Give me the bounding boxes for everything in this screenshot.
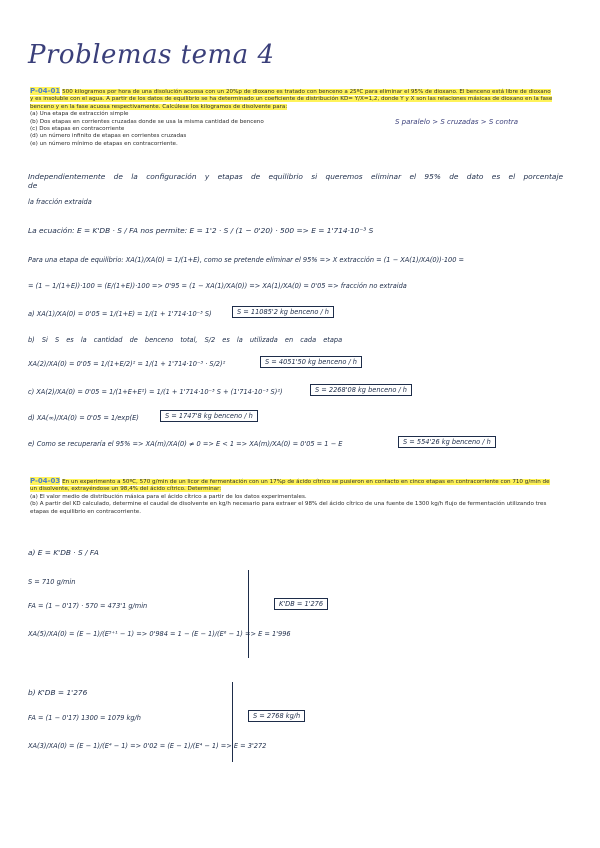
problem-code: P-04-03 xyxy=(30,477,61,485)
note-part-b-intro: b) Si S es la cantidad de benceno total, S/2 es la utilizada en cada etapa xyxy=(28,336,343,344)
note-equation: La ecuación: E = K'DB · S / FA nos permite: E = 1'2 · S / (1 − 0'20) · 500 => E = 1'714·10⁻³ S xyxy=(28,226,374,235)
note-part-b: XA(2)/XA(0) = 0'05 = 1/(1+E/2)² = 1/(1 + 1'714·10⁻³ · S/2)² xyxy=(28,360,226,368)
brace xyxy=(248,570,249,658)
result-box-e: S = 554'26 kg benceno / h xyxy=(398,436,496,448)
problem-item: (e) un número mínimo de etapas en contracorriente. xyxy=(30,140,178,147)
note3-a-solvent: S = 710 g/min xyxy=(28,578,76,586)
note-fraction: = (1 − 1/(1+E))·100 = (E/(1+E))·100 => 0'95 = (1 − XA(1)/XA(0)) => XA(1)/XA(0) = 0'05 => fracción no extraida xyxy=(28,282,407,290)
page-title: Problemas tema 4 xyxy=(28,40,275,70)
brace xyxy=(232,682,233,762)
note-intro: Independientemente de la configuración y etapas de equilibrio si queremos eliminar el 95% de dato es el porcentaje de xyxy=(28,172,564,190)
problem-p04-03 xyxy=(30,478,555,516)
note3-a-eq: a) E = K'DB · S / FA xyxy=(28,548,99,557)
note3-b-kd: b) K'DB = 1'276 xyxy=(28,688,88,697)
result-box-3a: K'DB = 1'276 xyxy=(274,598,328,610)
note-part-d: d) XA(∞)/XA(0) = 0'05 = 1/exp(E) xyxy=(28,414,139,422)
result-box-3b: S = 2768 kg/h xyxy=(248,710,305,722)
note-part-a: a) XA(1)/XA(0) = 0'05 = 1/(1+E) = 1/(1 + 1'714·10⁻³ S) xyxy=(28,310,212,318)
result-box-b: S = 4051'50 kg benceno / h xyxy=(260,356,362,368)
problem-item: (c) Dos etapas en contracorriente xyxy=(30,126,125,133)
problem-item: (d) un número infinito de etapas en corrientes cruzadas xyxy=(30,133,187,140)
problem-item: (a) El valor medio de distribución másica para el ácido cítrico a partir de los datos experimentales. xyxy=(30,493,307,500)
problem-item: (b) A partir del KD calculado, determine el caudal de disolvente en kg/h necesario para extraer el 98% del ácido cítrico de una fuente de 1300 kg/h flujo de fermentación utilizando tres etapas de equilibrio en contracorriente. xyxy=(30,501,547,515)
side-note: S paralelo > S cruzadas > S contra xyxy=(395,118,519,126)
result-box-a: S = 11085'2 kg benceno / h xyxy=(232,306,334,318)
problem-item: (b) Dos etapas en corrientes cruzadas donde se usa la misma cantidad de benceno xyxy=(30,118,264,125)
note3-a-feed: FA = (1 − 0'17) · 570 = 473'1 g/min xyxy=(28,602,148,610)
result-box-d: S = 1747'8 kg benceno / h xyxy=(160,410,258,422)
note-part-e: e) Como se recuperaría el 95% => XA(m)/XA(0) ≠ 0 => E < 1 => XA(m)/XA(0) = 0'05 = 1 − E xyxy=(28,440,343,448)
problem-statement: 500 kilogramos por hora de una disolución acuosa con un 20%p de dioxano es tratado con benceno a 25ºC para eliminar el 95% de dioxano. El benceno está libre de dioxano y es insoluble con el agua. A partir de los datos de equilibrio se ha determinado un coeficiente de distribución KD= Y/X=1,2, donde Y y X son las relaciones másicas de dioxano en la fase benceno y en la fase acuosa respectivamente. Calcúlese los kilogramos de disolvente para: xyxy=(30,89,553,110)
note-part-c: c) XA(2)/XA(0) = 0'05 = 1/(1+E+E²) = 1/(1 + 1'714·10⁻³ S + (1'714·10⁻³ S)²) xyxy=(28,388,283,396)
problem-item: (a) Una etapa de extracción simple xyxy=(30,111,129,118)
note-one-stage: Para una etapa de equilibrio: XA(1)/XA(0) = 1/(1+E), como se pretende eliminar el 95% => X extracción = (1 − XA(1)/XA(0))·100 = xyxy=(28,256,465,264)
note3-a-stages: XA(5)/XA(0) = (E − 1)/(E⁵⁺¹ − 1) => 0'984 = 1 − (E − 1)/(E⁶ − 1) => E = 1'996 xyxy=(28,630,291,638)
note3-b-feed: FA = (1 − 0'17) 1300 = 1079 kg/h xyxy=(28,714,141,722)
result-box-c: S = 2268'08 kg benceno / h xyxy=(310,384,412,396)
note-intro-2: la fracción extraida xyxy=(28,198,92,206)
note3-b-stages: XA(3)/XA(0) = (E − 1)/(E⁴ − 1) => 0'02 = (E − 1)/(E⁴ − 1) => E = 3'272 xyxy=(28,742,267,750)
problem-statement: En un experimento a 50ºC, 570 g/min de un licor de fermentación con un 17%p de ácido cítrico se pusieron en contacto en cinco etapas en contracorriente con 710 g/min de un disolvente, extrayéndose un 98,4% del ácido cítrico. Determinar: xyxy=(30,479,550,493)
problem-code: P-04-01 xyxy=(30,87,61,95)
